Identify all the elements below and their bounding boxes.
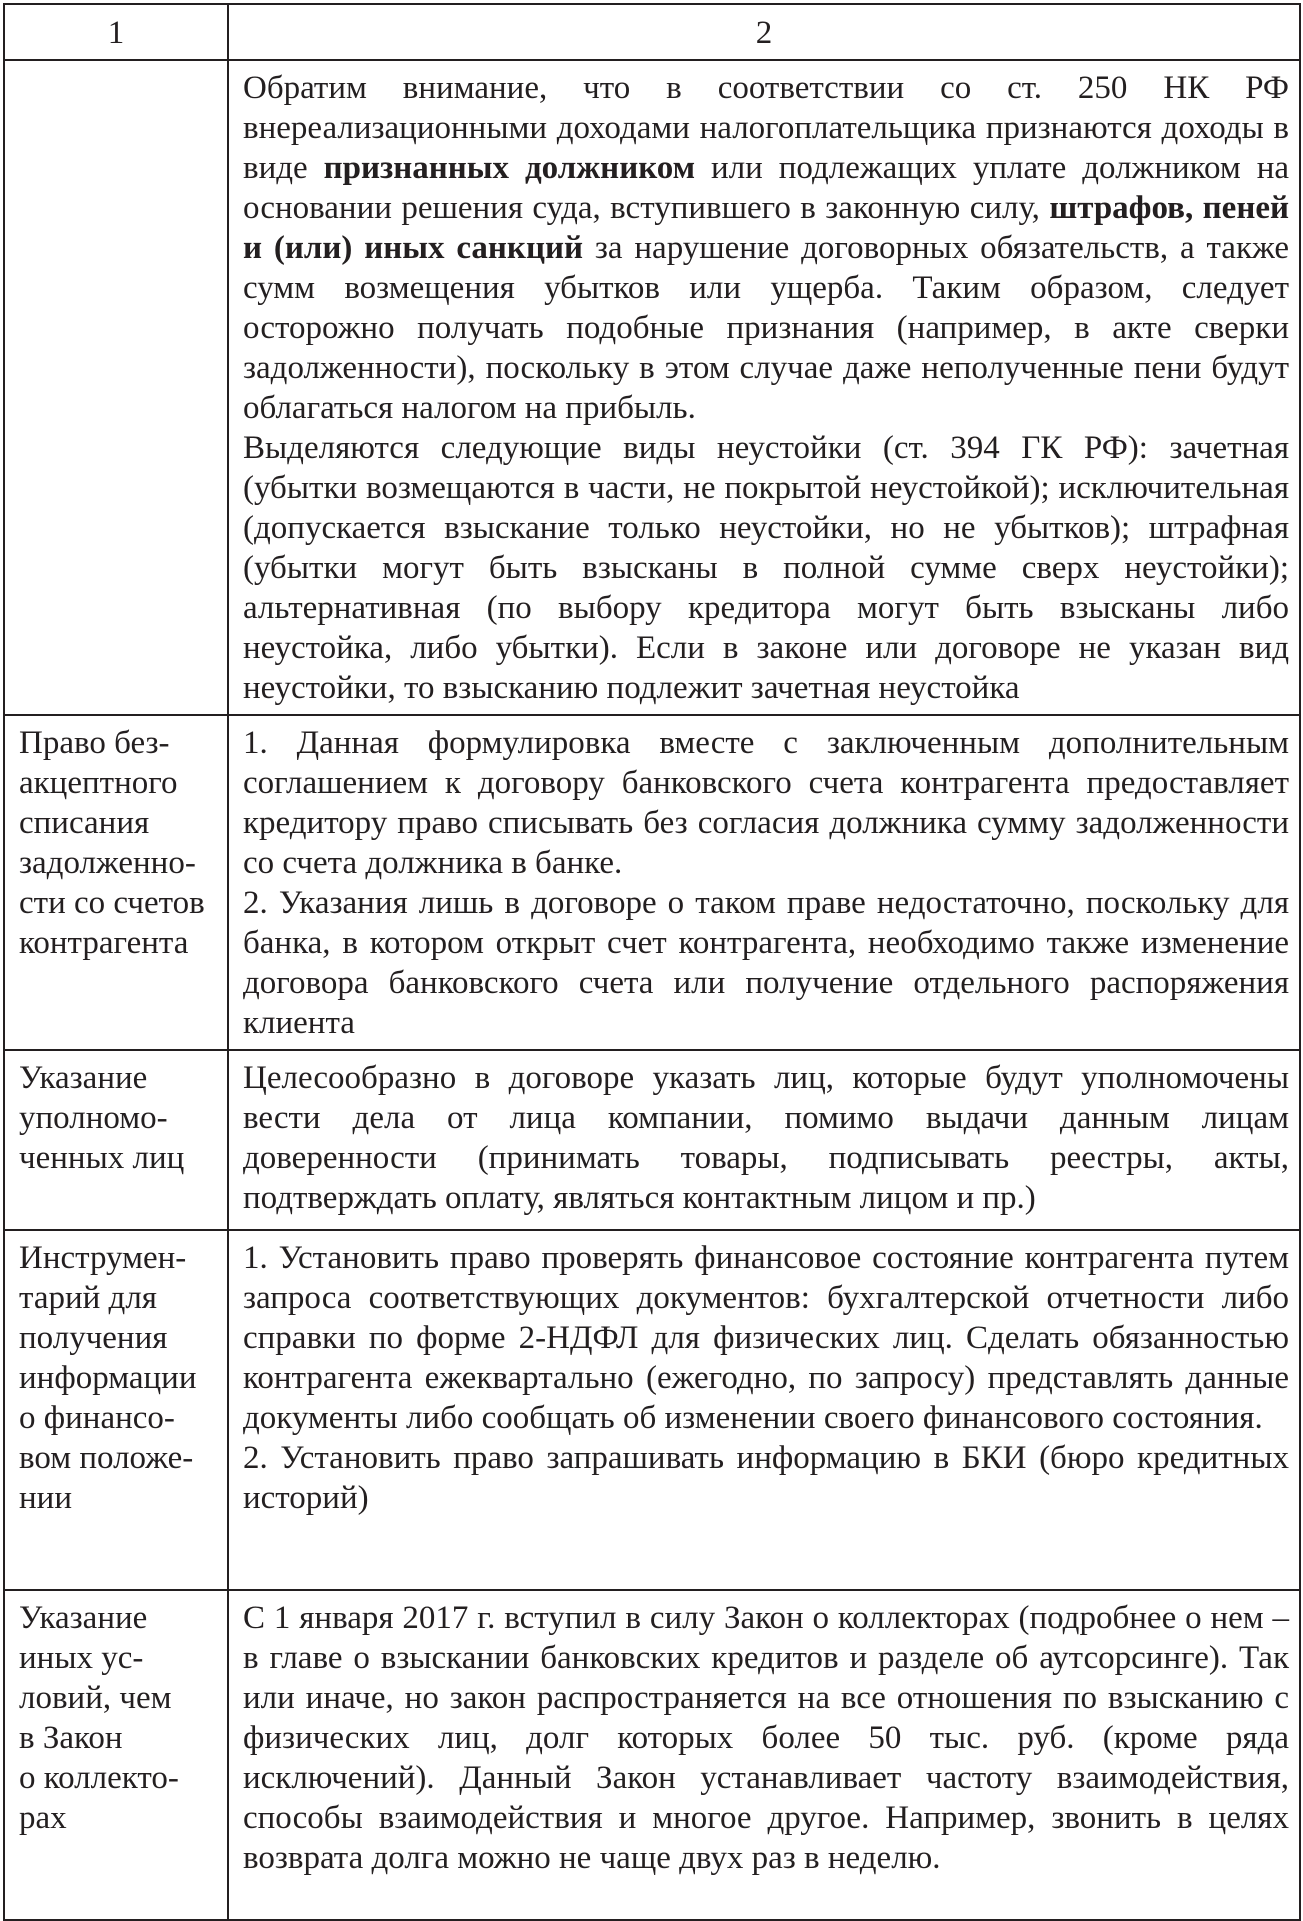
table-row (4, 1050, 1300, 1230)
row-text-3 (228, 1050, 1300, 1230)
row-label: Указание иных ус- ловий, чем в Закон о коллекто- рах (4, 1590, 228, 1920)
row-text-2 (228, 715, 1300, 1050)
table-row (4, 715, 1300, 1050)
paragraph: Обратим внимание, что в соответствии со ст. 250 НК РФ внереализационными доходами налогоплательщика признаются доходы в виде признанных должником или подлежащих уплате должником на основании решения суда, вступившего в законную силу, штрафов, пеней и (или) иных санкций за нарушение договорных обязательств, а также сумм возмещения убытков или ущерба. Таким образом, следует осторожно получать подобные признания (например, в акте сверки задолженности), поскольку в этом случае даже неполученные пени будут облагаться налогом на прибыль. (243, 70, 1290, 426)
paragraph: Выделяются следующие виды неустойки (ст. 394 ГК РФ): зачетная (убытки возмещаются в части, не покрытой неустойкой); исключительная (допускается взыскание только неустойки, но не убытков); штрафная (убытки могут быть взысканы в полной сумме сверх неустойки); альтернативная (по выбору кредитора могут быть взысканы либо неустойка, либо убытки). Если в законе или договоре не указан вид неустойки, то взысканию подлежит зачетная неустойка (243, 430, 1289, 706)
column-header-1: 1 (4, 4, 228, 60)
row-text-5 (228, 1590, 1300, 1920)
row-label: Инструмен- тарий для получения информации о финансо- вом положе- нии (4, 1230, 228, 1590)
row-label: Право без- акцептного списания задолженно- сти со счетов контрагента (4, 715, 228, 1050)
paragraph: 1. Данная формулировка вместе с заключенным дополнительным соглашением к договору банковского счета контрагента предоставляет кредитору право списывать без согласия должника сумму задолженности со счета должника в банке. (243, 725, 1289, 881)
row-label-empty (4, 60, 228, 715)
row-label: Указание уполномо- ченных лиц (4, 1050, 228, 1230)
column-header-2: 2 (228, 4, 1300, 60)
row-text-4 (228, 1230, 1300, 1590)
paragraph: 2. Указания лишь в договоре о таком праве недостаточно, поскольку для банка, в котором открыт счет контрагента, необходимо также изменение договора банковского счета или получение отдельного распоряжения клиента (243, 885, 1289, 1041)
bold-phrase: штрафов, пеней и (или) иных санкций (243, 190, 1290, 266)
paragraph: Целесообразно в договоре указать лиц, которые будут уполномочены вести дела от лица компании, помимо выдачи данным лицам доверенности (принимать товары, подписывать реестры, акты, подтверждать оплату, являться контактным лицом и пр.) (243, 1060, 1289, 1216)
paragraph: С 1 января 2017 г. вступил в силу Закон о коллекторах (подробнее о нем – в главе о взыскании банковских кредитов и разделе об аутсорсинге). Так или иначе, но закон распространяется на все отношения по взысканию с физических лиц, долг которых более 50 тыс. руб. (кроме ряда исключений). Данный Закон устанавливает частоту взаимодействия, способы взаимодействия и многое другое. Например, звонить в целях возврата долга можно не чаще двух раз в неделю. (243, 1600, 1289, 1876)
bold-phrase: признанных должником (323, 150, 696, 186)
table-row (4, 1230, 1300, 1590)
row-text-1 (228, 60, 1300, 715)
document-table (3, 3, 1301, 1921)
header-row (4, 4, 1300, 60)
paragraph: 1. Установить право проверять финансовое состояние контрагента путем запроса соответствующих документов: бухгалтерской отчетности либо справки по форме 2-НДФЛ для физических лиц. Сделать обязанностью контрагента ежеквартально (ежегодно, по запросу) представлять данные документы либо сообщать об изменении своего финансового состояния. (243, 1240, 1289, 1436)
table-row (4, 60, 1300, 715)
table-row (4, 1590, 1300, 1920)
paragraph: 2. Установить право запрашивать информацию в БКИ (бюро кредитных историй) (243, 1440, 1289, 1516)
